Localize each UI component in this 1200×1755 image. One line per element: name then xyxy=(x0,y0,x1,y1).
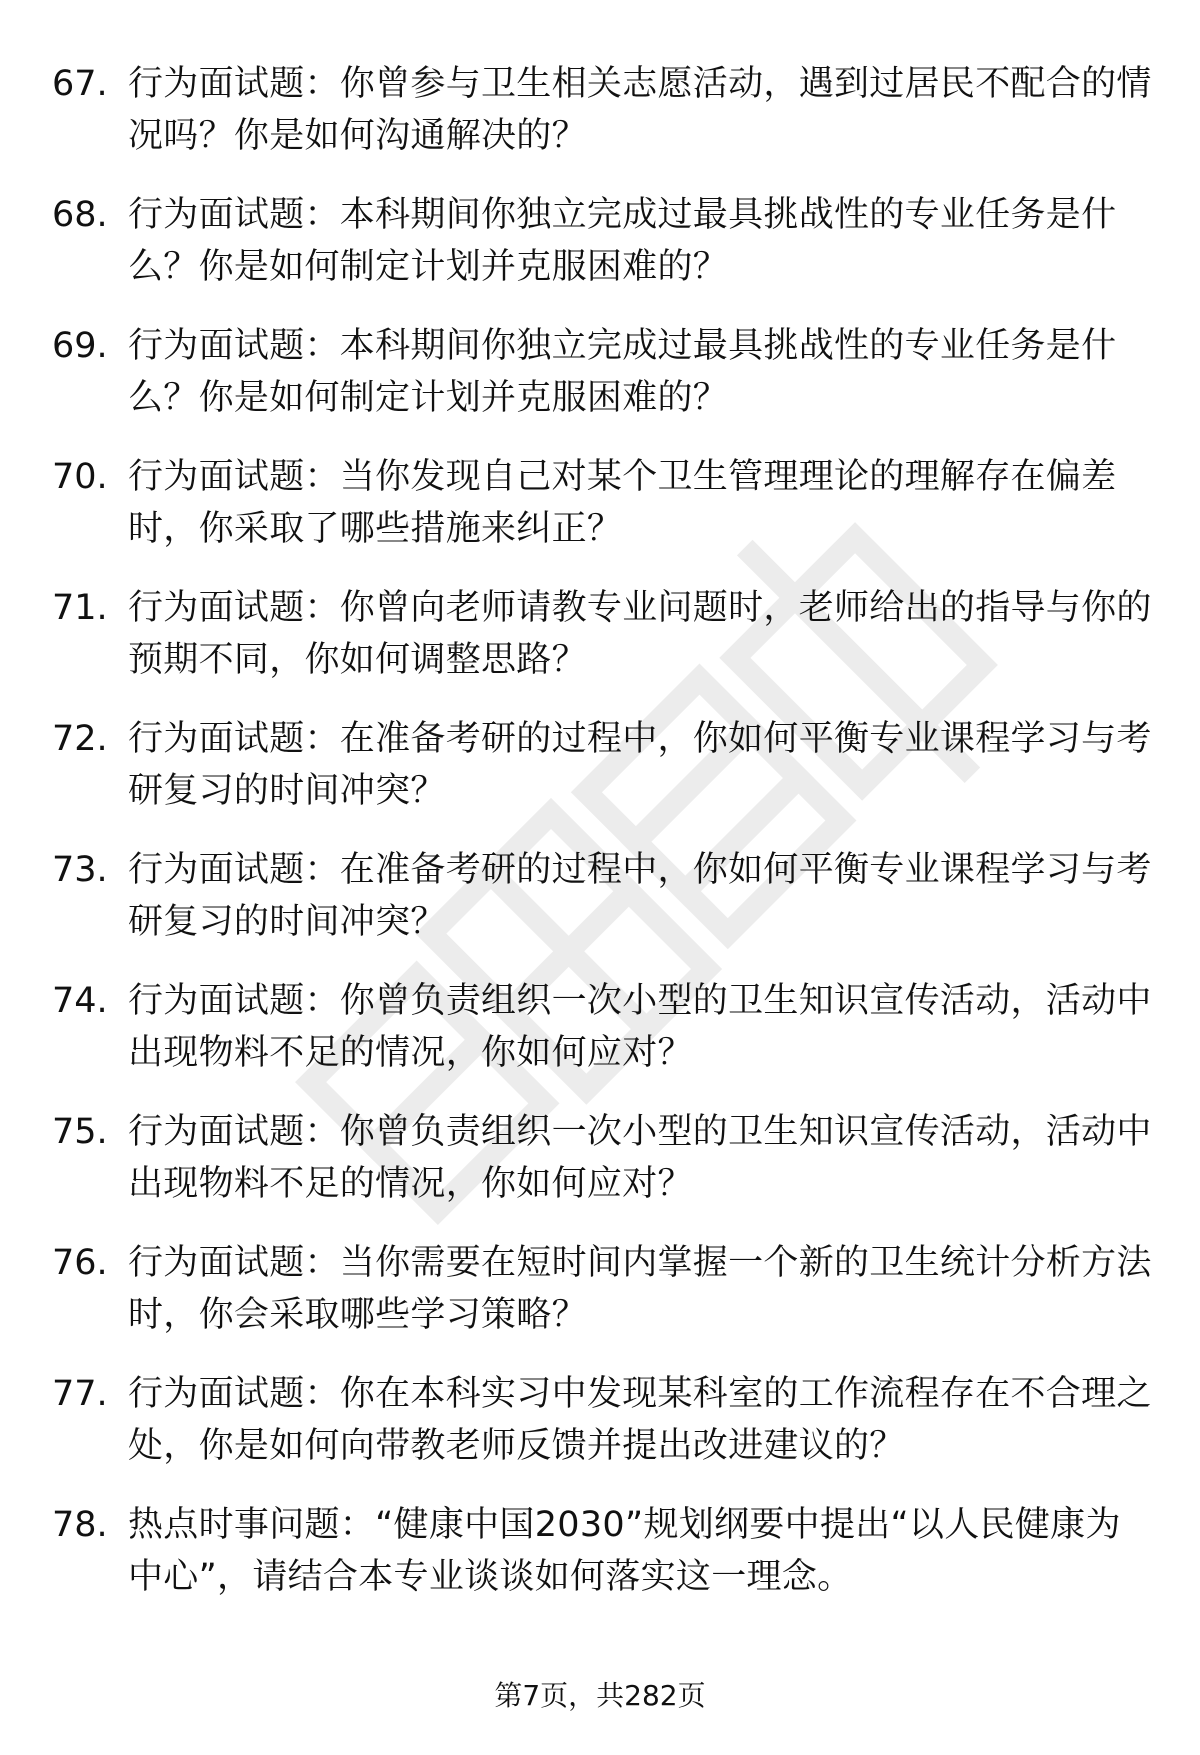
question-number: 78. xyxy=(52,1505,108,1545)
list-item xyxy=(0,844,1200,975)
question-text: 行为面试题：在准备考研的过程中，你如何平衡专业课程学习与考研复习的时间冲突？ xyxy=(128,719,1152,811)
question-text: 行为面试题：本科期间你独立完成过最具挑战性的专业任务是什么？你是如何制定计划并克服困难的？ xyxy=(128,195,1117,287)
question-number: 75. xyxy=(52,1112,108,1152)
question-text: 行为面试题：当你需要在短时间内掌握一个新的卫生统计分析方法时，你会采取哪些学习策略？ xyxy=(128,1243,1152,1335)
question-text: 热点时事问题：“健康中国2030”规划纲要中提出“以人民健康为中心”，请结合本专业谈谈如何落实这一理念。 xyxy=(128,1505,1121,1597)
page-footer xyxy=(0,1676,1200,1716)
list-item xyxy=(0,320,1200,451)
question-text: 行为面试题：你曾负责组织一次小型的卫生知识宣传活动，活动中出现物料不足的情况，你如何应对？ xyxy=(128,981,1152,1073)
question-text: 行为面试题：你在本科实习中发现某科室的工作流程存在不合理之处，你是如何向带教老师反馈并提出改进建议的？ xyxy=(128,1374,1152,1466)
list-item xyxy=(0,58,1200,189)
page-number-label: 第7页，共282页 xyxy=(494,1679,706,1712)
question-number: 68. xyxy=(52,195,108,235)
list-item xyxy=(0,189,1200,320)
question-text: 行为面试题：你曾负责组织一次小型的卫生知识宣传活动，活动中出现物料不足的情况，你如何应对？ xyxy=(128,1112,1152,1204)
question-number: 77. xyxy=(52,1374,108,1414)
list-item xyxy=(0,1237,1200,1368)
question-number: 76. xyxy=(52,1243,108,1283)
list-item xyxy=(0,1106,1200,1237)
question-text: 行为面试题：在准备考研的过程中，你如何平衡专业课程学习与考研复习的时间冲突？ xyxy=(128,850,1152,942)
list-item xyxy=(0,582,1200,713)
question-number: 67. xyxy=(52,64,108,104)
question-number: 70. xyxy=(52,457,108,497)
list-item xyxy=(0,1499,1200,1630)
question-text: 行为面试题：你曾向老师请教专业问题时，老师给出的指导与你的预期不同，你如何调整思路？ xyxy=(128,588,1152,680)
list-item xyxy=(0,1368,1200,1499)
list-item xyxy=(0,713,1200,844)
question-number: 69. xyxy=(52,326,108,366)
list-item xyxy=(0,975,1200,1106)
question-number: 74. xyxy=(52,981,108,1021)
question-number: 73. xyxy=(52,850,108,890)
question-number: 72. xyxy=(52,719,108,759)
question-text: 行为面试题：本科期间你独立完成过最具挑战性的专业任务是什么？你是如何制定计划并克服困难的？ xyxy=(128,326,1117,418)
question-text: 行为面试题：你曾参与卫生相关志愿活动，遇到过居民不配合的情况吗？你是如何沟通解决的？ xyxy=(128,64,1152,156)
question-list xyxy=(0,58,1200,1630)
question-number: 71. xyxy=(52,588,108,628)
question-text: 行为面试题：当你发现自己对某个卫生管理理论的理解存在偏差时，你采取了哪些措施来纠正？ xyxy=(128,457,1117,549)
list-item xyxy=(0,451,1200,582)
